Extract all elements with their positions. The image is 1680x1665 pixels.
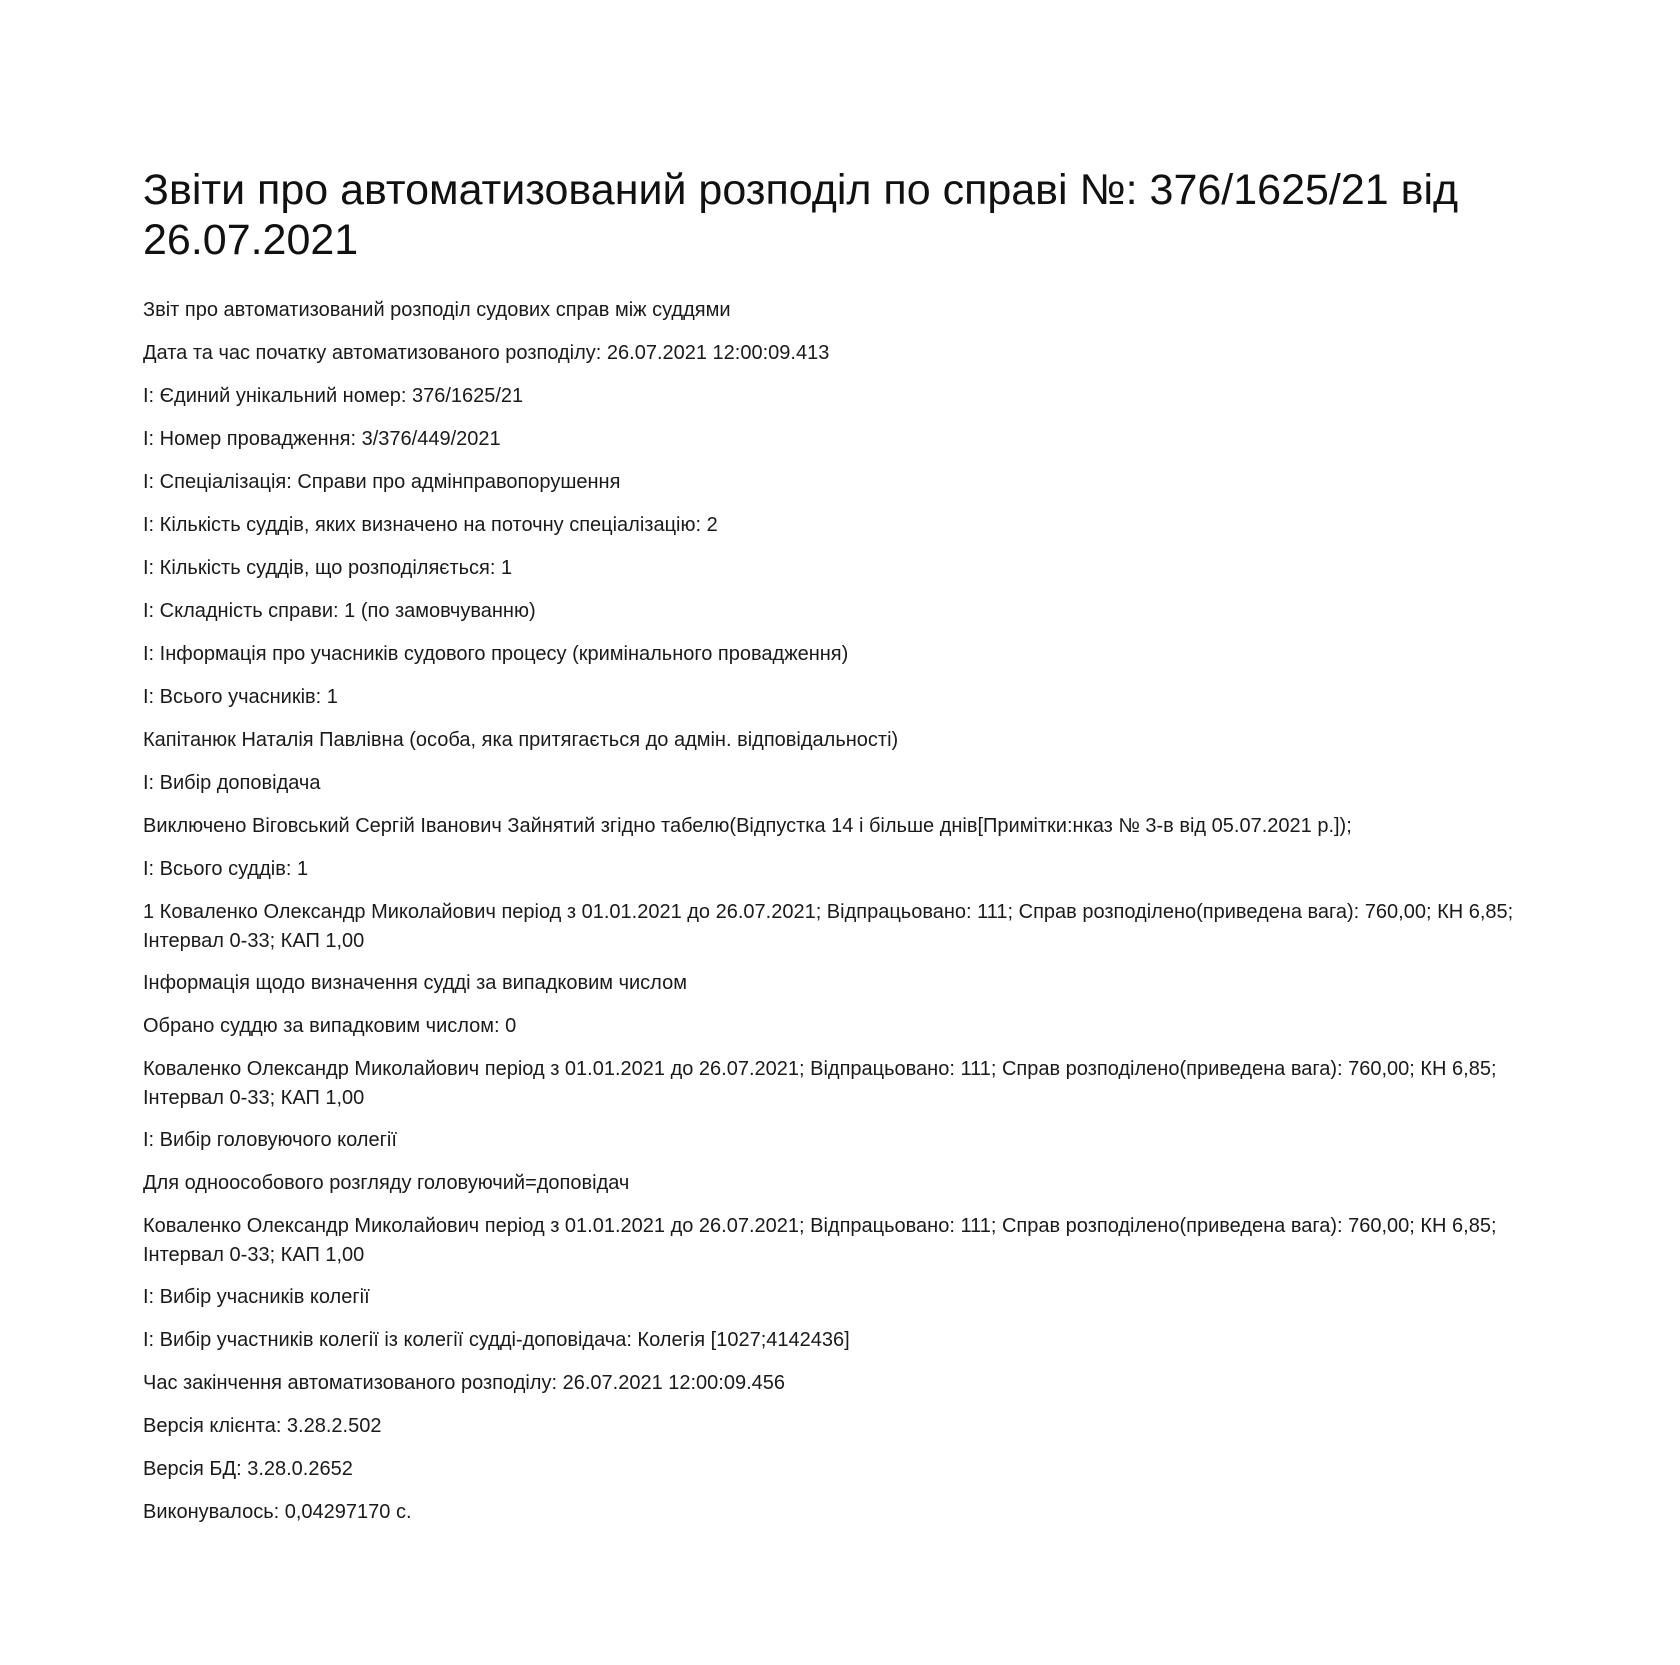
report-line: Коваленко Олександр Миколайович період з 01.01.2021 до 26.07.2021; Відпрацьовано: 111; Справ розподілено(приведена вага): 760,00; КН 6,85; Інтервал 0-33; КАП 1,00 — [143, 1058, 1497, 1109]
report-line: Коваленко Олександр Миколайович період з 01.01.2021 до 26.07.2021; Відпрацьовано: 111; Справ розподілено(приведена вага): 760,00; КН 6,85; Інтервал 0-33; КАП 1,00 — [143, 1215, 1497, 1266]
page-title: Звіти про автоматизований розподіл по справі №: 376/1625/21 від 26.07.2021 — [143, 166, 1459, 264]
report-line: Інформація щодо визначення судді за випадковим числом — [143, 972, 687, 994]
report-line: Звіт про автоматизований розподіл судових справ між суддями — [143, 299, 731, 321]
report-line: І: Інформація про учасників судового процесу (кримінального провадження) — [143, 643, 849, 665]
report-line: Дата та час початку автоматизованого розподілу: 26.07.2021 12:00:09.413 — [143, 342, 830, 364]
report-body — [143, 296, 1543, 1527]
report-line: Виключено Віговський Сергій Іванович Зайнятий згідно табелю(Відпустка 14 і більше днів[Примітки:нказ № 3-в від 05.07.2021 р.]); — [143, 815, 1352, 837]
report-line: І: Всього учасників: 1 — [143, 686, 338, 708]
report-line: Обрано суддю за випадковим числом: 0 — [143, 1015, 517, 1037]
report-line: І: Кількість суддів, яких визначено на поточну спеціалізацію: 2 — [143, 514, 718, 536]
report-line: Виконувалось: 0,04297170 с. — [143, 1501, 412, 1523]
report-line: Час закінчення автоматизованого розподілу: 26.07.2021 12:00:09.456 — [143, 1372, 786, 1394]
report-line: І: Складність справи: 1 (по замовчуванню) — [143, 600, 536, 622]
report-line: 1 Коваленко Олександр Миколайович період з 01.01.2021 до 26.07.2021; Відпрацьовано: 111; Справ розподілено(приведена вага): 760,00; КН 6,85; Інтервал 0-33; КАП 1,00 — [143, 901, 1514, 952]
report-line: Для одноособового розгляду головуючий=доповідач — [143, 1172, 630, 1194]
report-line: І: Вибір учасників колегії — [143, 1286, 370, 1308]
report-line: Версія БД: 3.28.0.2652 — [143, 1458, 353, 1480]
report-line: І: Вибір доповідача — [143, 772, 321, 794]
report-line: І: Номер провадження: 3/376/449/2021 — [143, 428, 501, 450]
report-line: Версія клієнта: 3.28.2.502 — [143, 1415, 382, 1437]
report-line: І: Єдиний унікальний номер: 376/1625/21 — [143, 385, 524, 407]
report-line: І: Спеціалізація: Справи про адмінправопорушення — [143, 471, 621, 493]
report-document — [143, 165, 1543, 1541]
report-line: І: Кількість суддів, що розподіляється: 1 — [143, 557, 513, 579]
report-line: І: Всього суддів: 1 — [143, 858, 309, 880]
report-line: І: Вибір головуючого колегії — [143, 1129, 397, 1151]
report-line: І: Вибір участників колегії із колегії судді-доповідача: Колегія [1027;4142436] — [143, 1329, 850, 1351]
report-line: Капітанюк Наталія Павлівна (особа, яка притягається до адмін. відповідальності) — [143, 729, 899, 751]
